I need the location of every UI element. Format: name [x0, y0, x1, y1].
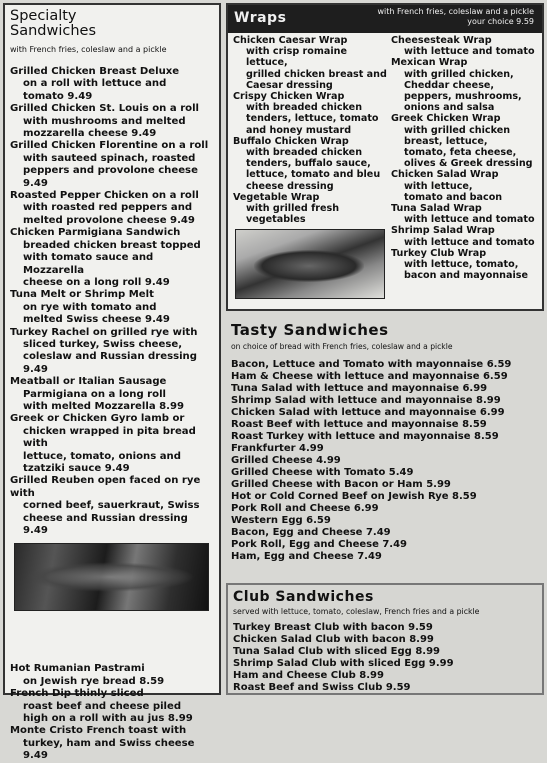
menu-item-description: melted Swiss cheese 9.49	[23, 314, 170, 326]
tasty-menu-item: Shrimp Salad with lettuce and mayonnaise 8.99	[231, 395, 501, 406]
menu-item-name: Grilled Chicken Breast Deluxe	[10, 66, 180, 77]
tasty-menu-item: Roast Beef with lettuce and mayonnaise 8.59	[231, 419, 487, 430]
menu-item-description: with melted Mozzarella 8.99	[23, 400, 185, 412]
menu-item-description: on rye with tomato and	[23, 301, 157, 313]
menu-item-description: with grilled fresh	[246, 203, 340, 215]
menu-item-name: Turkey Club Wrap	[391, 247, 487, 259]
menu-item-description: with roasted red peppers and	[23, 202, 193, 214]
menu-item	[10, 190, 215, 227]
tasty-items	[231, 359, 544, 563]
tasty-menu-item: Bacon, Egg and Cheese 7.49	[231, 527, 391, 538]
tasty-menu-item: Roast Turkey with lettuce and mayonnaise 8.59	[231, 431, 499, 442]
menu-item-description: olives & Greek dressing	[404, 158, 533, 170]
menu-item-name: Vegetable Wrap	[233, 191, 320, 203]
specialty-title	[10, 9, 215, 39]
menu-item-description: bacon and mayonnaise	[404, 270, 528, 282]
tasty-menu-item: Pork Roll and Cheese 6.99	[231, 503, 379, 514]
menu-item-description: vegetables	[246, 214, 306, 226]
wraps-subtitle	[329, 7, 534, 27]
menu-item-description: onions and salsa	[404, 102, 495, 114]
specialty-title-line1: Specialty	[10, 8, 77, 24]
menu-item-description: chicken wrapped in pita bread with	[23, 425, 196, 450]
menu-item	[10, 140, 215, 190]
tasty-menu-item: Grilled Cheese 4.99	[231, 455, 341, 466]
menu-item-description: lettuce, tomato and bleu	[246, 169, 381, 181]
menu-item-description: Caesar dressing	[246, 79, 333, 91]
menu-item-name: Chicken Salad Wrap	[391, 169, 499, 181]
menu-item-description: peppers, mushrooms,	[404, 91, 522, 103]
menu-item-name: Grilled Reuben open faced on rye with	[10, 475, 201, 499]
menu-item-name: Crispy Chicken Wrap	[233, 91, 345, 103]
menu-item-description: tomato and bacon	[404, 191, 503, 203]
menu-item-description: breast, lettuce,	[404, 135, 488, 147]
menu-item-name: Grilled Chicken Florentine on a roll	[10, 140, 209, 152]
menu-item	[10, 327, 215, 377]
menu-item-description: with lettuce,	[404, 180, 473, 192]
club-menu-item: Tuna Salad Club with sliced Egg 8.99	[233, 646, 440, 657]
menu-item-name: Meatball or Italian Sausage	[10, 376, 167, 388]
wraps-subtitle-line2: your choice 9.59	[467, 17, 534, 26]
tasty-title: Tasty Sandwiches	[231, 321, 389, 339]
wrap-food-photo	[235, 229, 385, 299]
menu-item	[233, 192, 391, 226]
menu-item-name: Monte Cristo French toast with	[10, 725, 187, 737]
specialty-sandwiches-panel	[3, 3, 221, 762]
menu-item-description: with crisp romaine lettuce,	[246, 46, 347, 69]
tasty-menu-item: Pork Roll, Egg and Cheese 7.49	[231, 539, 408, 550]
wraps-left-items	[233, 35, 391, 225]
tasty-menu-item: Ham & Cheese with lettuce and mayonnaise 6.59	[231, 371, 508, 382]
club-menu-item: Shrimp Salad Club with sliced Egg 9.99	[233, 658, 454, 669]
club-menu-item: Chicken Salad Club with bacon 8.99	[233, 634, 434, 645]
menu-item-name: Roasted Pepper Chicken on a roll	[10, 190, 199, 202]
menu-item	[10, 725, 215, 762]
menu-item-description: tomato 9.49	[23, 90, 93, 102]
menu-item	[391, 57, 541, 113]
wraps-subtitle-line1: with French fries, coleslaw and a pickle	[377, 7, 534, 16]
tasty-menu-item: Hot or Cold Corned Beef on Jewish Rye 8.59	[231, 491, 477, 502]
menu-item-description: cheese dressing	[246, 180, 334, 192]
menu-item-description: turkey, ham and Swiss cheese 9.49	[23, 737, 195, 762]
tasty-menu-item: Grilled Cheese with Tomato 5.49	[231, 467, 414, 478]
menu-item-name: French Dip thinly sliced	[10, 688, 144, 700]
menu-item	[391, 203, 541, 225]
tasty-menu-item: Bacon, Lettuce and Tomato with mayonnaise 6.59	[231, 359, 512, 370]
menu-item-name: Shrimp Salad Wrap	[391, 225, 495, 237]
specialty-title-line2: Sandwiches	[10, 23, 97, 39]
menu-item	[391, 113, 541, 169]
menu-item-description: cheese on a long roll 9.49	[23, 276, 170, 288]
menu-item-description: high on a roll with au jus 8.99	[23, 713, 193, 725]
menu-item-description: with sauteed spinach, roasted	[23, 152, 196, 164]
wraps-header	[228, 5, 542, 33]
tasty-sandwiches-panel	[226, 313, 544, 581]
menu-item	[10, 413, 215, 475]
tasty-menu-item: Chicken Salad with lettuce and mayonnaise 6.99	[231, 407, 505, 418]
menu-item	[391, 35, 541, 57]
menu-item-name: Hot Rumanian Pastrami	[10, 663, 145, 675]
menu-item	[10, 688, 215, 725]
menu-item	[10, 103, 215, 140]
specialty-subtitle: with French fries, coleslaw and a pickle	[10, 45, 167, 54]
menu-item	[10, 289, 215, 326]
menu-item	[391, 225, 541, 247]
menu-item-name: Greek Chicken Wrap	[391, 113, 501, 125]
menu-item	[233, 136, 391, 192]
menu-item-description: roast beef and cheese piled	[23, 700, 182, 712]
menu-item-description: with lettuce and tomato	[404, 214, 535, 226]
club-sandwiches-panel	[226, 583, 544, 695]
menu-item	[10, 227, 215, 289]
menu-item	[233, 91, 391, 136]
specialty-food-photo	[14, 543, 209, 611]
tasty-subtitle: on choice of bread with French fries, coleslaw and a pickle	[231, 342, 453, 351]
wraps-left-column	[233, 35, 391, 299]
wraps-right-column	[391, 35, 541, 281]
menu-item-description: and honey mustard	[246, 124, 352, 136]
menu-item-description: with breaded chicken	[246, 102, 363, 114]
menu-item-name: Chicken Caesar Wrap	[233, 35, 348, 46]
menu-item-name: Chicken Parmigiana Sandwich	[10, 227, 181, 239]
menu-item-description: lettuce, tomato, onions and	[23, 450, 181, 462]
menu-item-description: corned beef, sauerkraut, Swiss	[23, 500, 200, 512]
menu-item-name: Turkey Rachel on grilled rye with	[10, 326, 198, 338]
menu-item-description: Parmigiana on a long roll	[23, 388, 167, 400]
menu-item-description: tomato, feta cheese,	[404, 147, 517, 159]
tasty-menu-item: Western Egg 6.59	[231, 515, 331, 526]
club-menu-item: Turkey Breast Club with bacon 9.59	[233, 622, 433, 633]
menu-item-name: Grilled Chicken St. Louis on a roll	[10, 103, 200, 115]
menu-item-name: Mexican Wrap	[391, 57, 468, 69]
club-items	[233, 622, 542, 694]
menu-item-name: Greek or Chicken Gyro lamb or	[10, 413, 185, 425]
club-title: Club Sandwiches	[233, 589, 374, 605]
menu-item-description: on a roll with lettuce and	[23, 78, 167, 90]
menu-item-description: with grilled chicken,	[404, 68, 514, 80]
wraps-title: Wraps	[234, 10, 287, 26]
menu-item-description: mozzarella cheese 9.49	[23, 128, 157, 140]
menu-item-description: coleslaw and Russian dressing 9.49	[23, 351, 197, 375]
menu-item-description: with grilled chicken	[404, 124, 511, 136]
menu-item-description: on Jewish rye bread 8.59	[23, 675, 165, 687]
menu-item-description: grilled chicken breast and	[246, 68, 387, 80]
menu-item-description: with tomato sauce and Mozzarella	[23, 252, 154, 276]
specialty-items-bottom	[10, 663, 215, 762]
menu-item	[391, 169, 541, 203]
menu-item-description: peppers and provolone cheese 9.49	[23, 165, 198, 189]
menu-item	[10, 475, 215, 537]
menu-item	[10, 66, 215, 103]
menu-item-description: cheese and Russian dressing 9.49	[23, 512, 188, 537]
menu-item-description: tzatziki sauce 9.49	[23, 463, 130, 474]
menu-item-name: Tuna Melt or Shrimp Melt	[10, 289, 154, 301]
menu-item-description: tenders, buffalo sauce,	[246, 158, 371, 170]
club-menu-item: Ham and Cheese Club 8.99	[233, 670, 384, 681]
menu-item-description: with breaded chicken	[246, 147, 363, 159]
menu-item	[233, 35, 391, 91]
menu-item	[391, 248, 541, 282]
menu-item-description: sliced turkey, Swiss cheese,	[23, 338, 183, 350]
tasty-menu-item: Ham, Egg and Cheese 7.49	[231, 551, 382, 562]
menu-item-description: with mushrooms and melted	[23, 115, 186, 127]
menu-item-description: tenders, lettuce, tomato	[246, 113, 379, 125]
menu-item-description: melted provolone cheese 9.49	[23, 214, 195, 226]
menu-item	[10, 376, 215, 413]
menu-item-description: with lettuce and tomato	[404, 46, 535, 58]
menu-item-description: breaded chicken breast topped	[23, 239, 201, 251]
tasty-menu-item: Frankfurter 4.99	[231, 443, 324, 454]
menu-item-name: Tuna Salad Wrap	[391, 203, 482, 215]
menu-item	[10, 663, 215, 688]
menu-item-description: with lettuce and tomato	[404, 236, 535, 248]
menu-item-name: Cheesesteak Wrap	[391, 35, 492, 46]
menu-item-description: Cheddar cheese,	[404, 79, 495, 91]
menu-item-name: Buffalo Chicken Wrap	[233, 135, 349, 147]
wraps-panel	[226, 3, 544, 311]
specialty-items-top	[10, 66, 215, 537]
club-menu-item: Roast Beef and Swiss Club 9.59	[233, 682, 411, 693]
menu-item-description: with lettuce, tomato,	[404, 259, 519, 271]
club-subtitle: served with lettuce, tomato, coleslaw, French fries and a pickle	[233, 607, 480, 616]
tasty-menu-item: Tuna Salad with lettuce and mayonnaise 6.99	[231, 383, 488, 394]
tasty-menu-item: Grilled Cheese with Bacon or Ham 5.99	[231, 479, 451, 490]
